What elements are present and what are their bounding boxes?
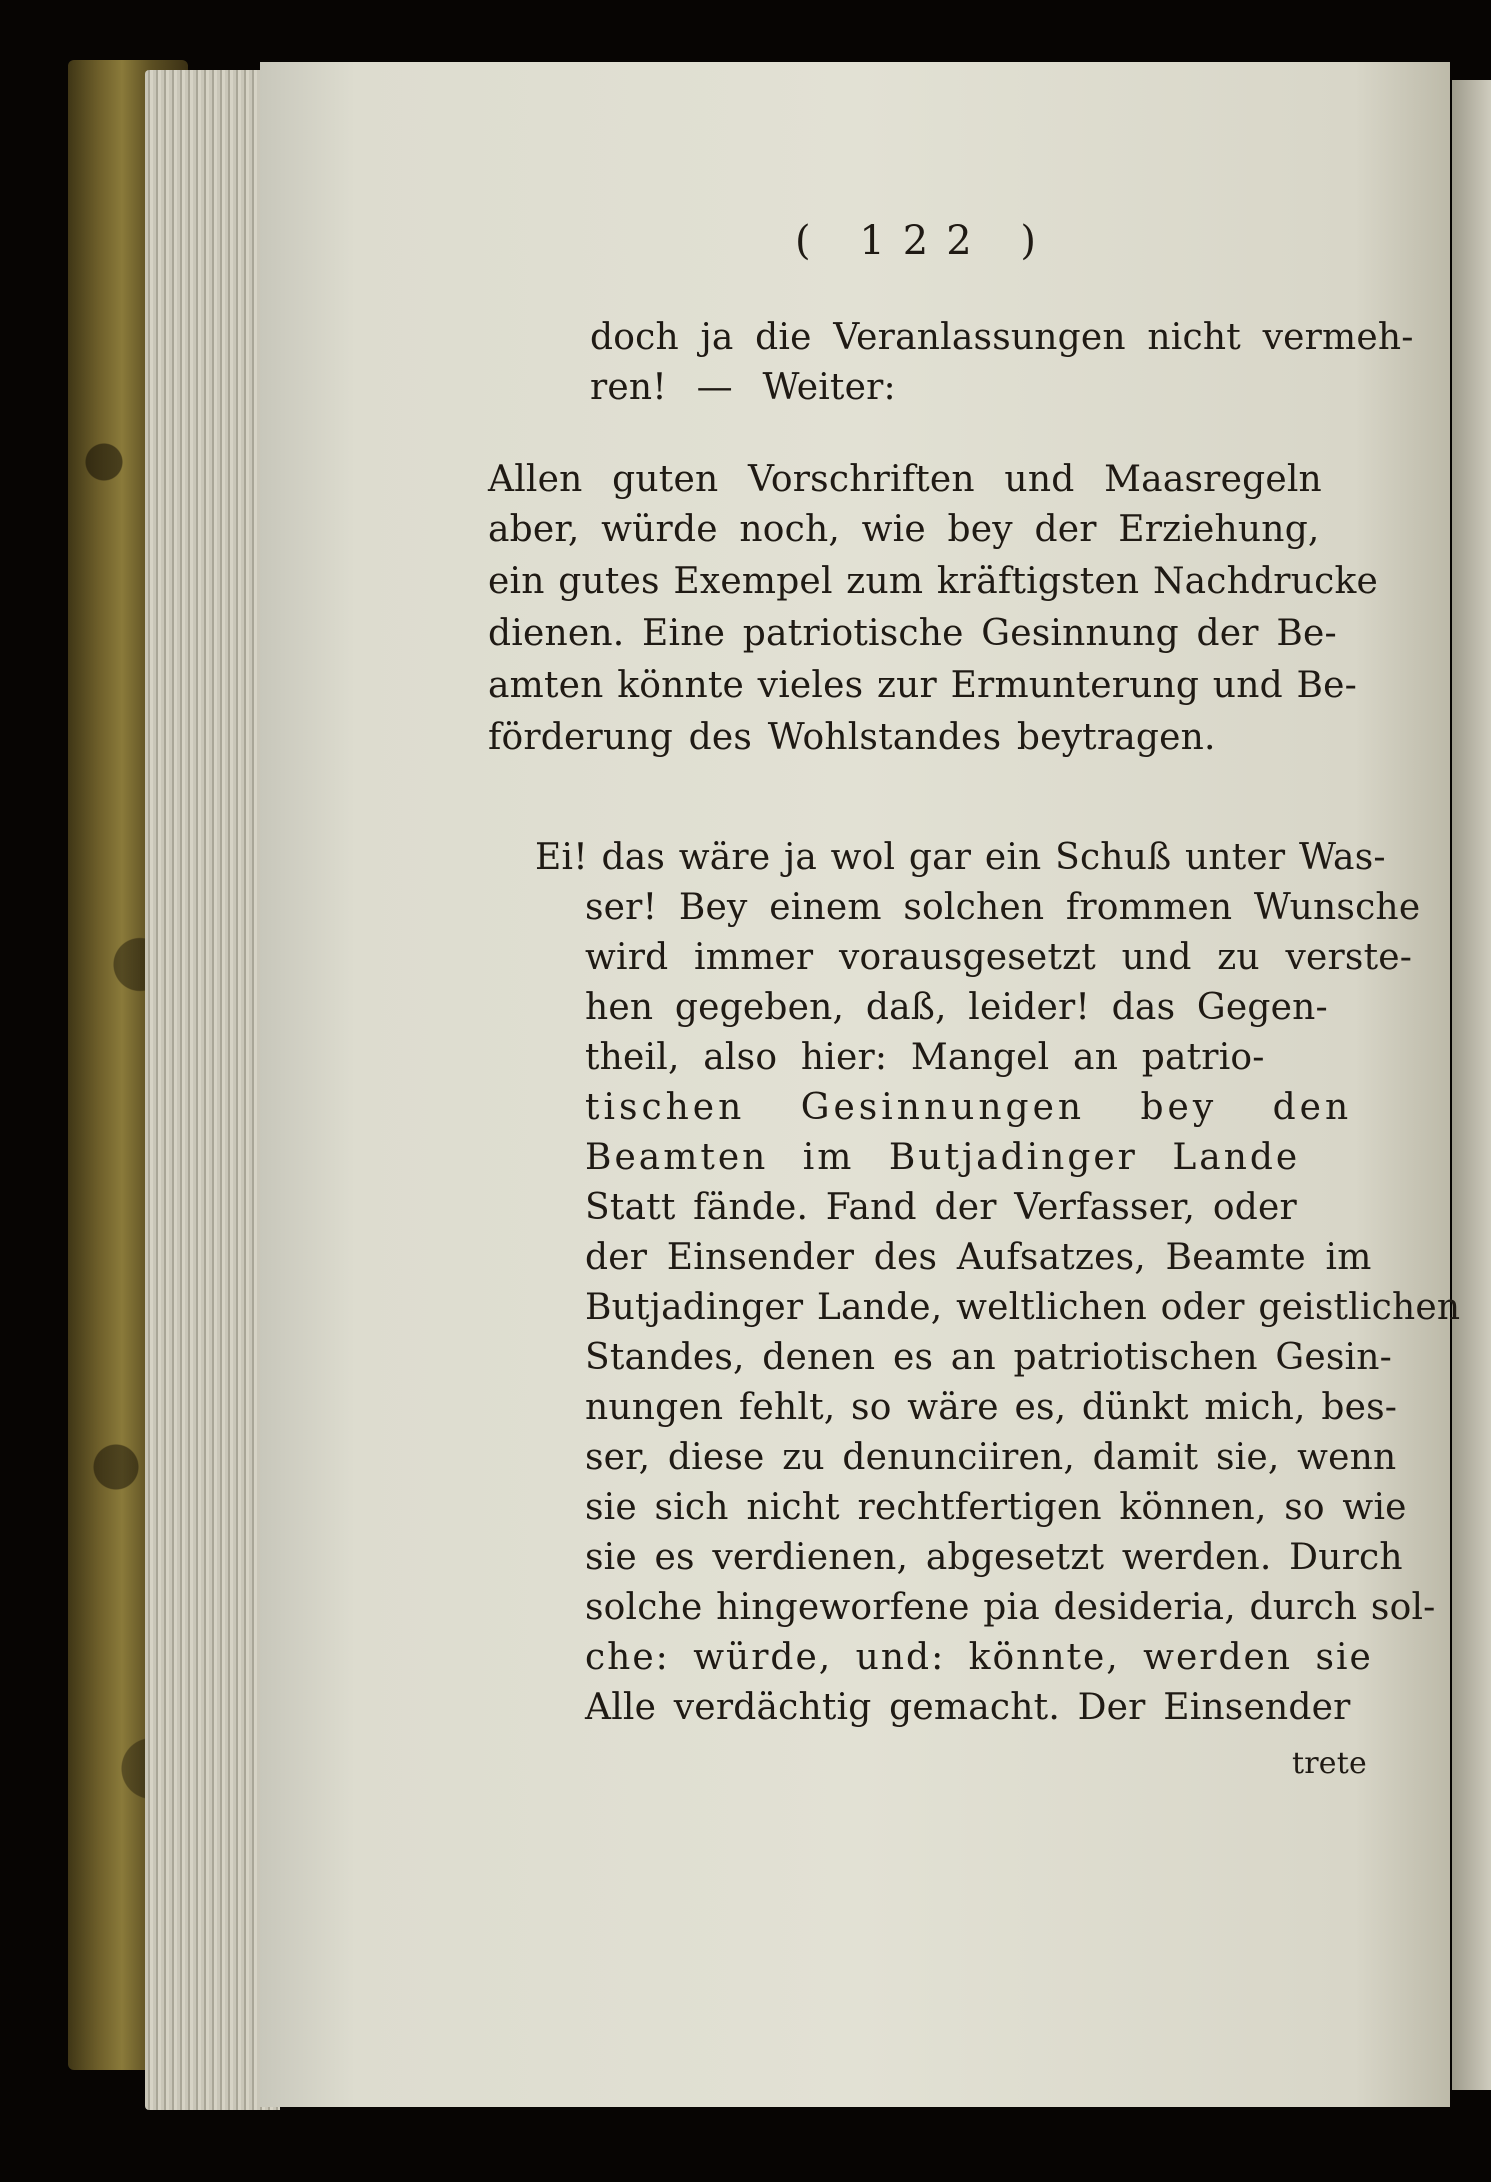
text-line: wird immer vorausgesetzt und zu verste- [585, 937, 1413, 978]
text-line: dienen. Eine patriotische Gesinnung der Be- [488, 613, 1337, 654]
text-line: ser, diese zu denunciiren, damit sie, wenn [585, 1437, 1397, 1478]
text-line: nungen fehlt, so wäre es, dünkt mich, bes- [585, 1387, 1398, 1428]
catchword: trete [1292, 1746, 1367, 1781]
text-line: Standes, denen es an patriotischen Gesin- [585, 1337, 1392, 1378]
text-line: ser! Bey einem solchen frommen Wunsche [585, 887, 1421, 928]
text-line: aber, würde noch, wie bey der Erziehung, [488, 509, 1320, 550]
text-line: theil, also hier: Mangel an patrio- [585, 1037, 1265, 1078]
text-line: Ei! das wäre ja wol gar ein Schuß unter Was- [535, 837, 1386, 878]
text-line: amten könnte vieles zur Ermunterung und Be- [488, 665, 1357, 706]
text-line: der Einsender des Aufsatzes, Beamte im [585, 1237, 1372, 1278]
text-line: doch ja die Veranlassungen nicht vermeh- [590, 317, 1414, 358]
text-line: sie sich nicht rechtfertigen können, so wie [585, 1487, 1407, 1528]
text-line: Butjadinger Lande, weltlichen oder geistlichen [585, 1287, 1461, 1328]
text-line: solche hingeworfene pia desideria, durch sol- [585, 1587, 1436, 1628]
text-line: Allen guten Vorschriften und Maasregeln [488, 459, 1322, 500]
text-line: Beamten im Butjadinger Lande [585, 1137, 1301, 1178]
text-line: che: würde, und: könnte, werden sie [585, 1637, 1373, 1678]
text-line: ein gutes Exempel zum kräftigsten Nachdrucke [488, 561, 1378, 602]
text-line: ren! — Weiter: [590, 367, 896, 408]
text-line: hen gegeben, daß, leider! das Gegen- [585, 987, 1328, 1028]
text-line: tischen Gesinnungen bey den [585, 1087, 1353, 1128]
page-number: ( 122 ) [795, 218, 1054, 264]
text-line: Statt fände. Fand der Verfasser, oder [585, 1187, 1297, 1228]
text-line: sie es verdienen, abgesetzt werden. Durch [585, 1537, 1403, 1578]
text-line: förderung des Wohlstandes beytragen. [488, 717, 1216, 758]
text-line: Alle verdächtig gemacht. Der Einsender [585, 1687, 1351, 1728]
